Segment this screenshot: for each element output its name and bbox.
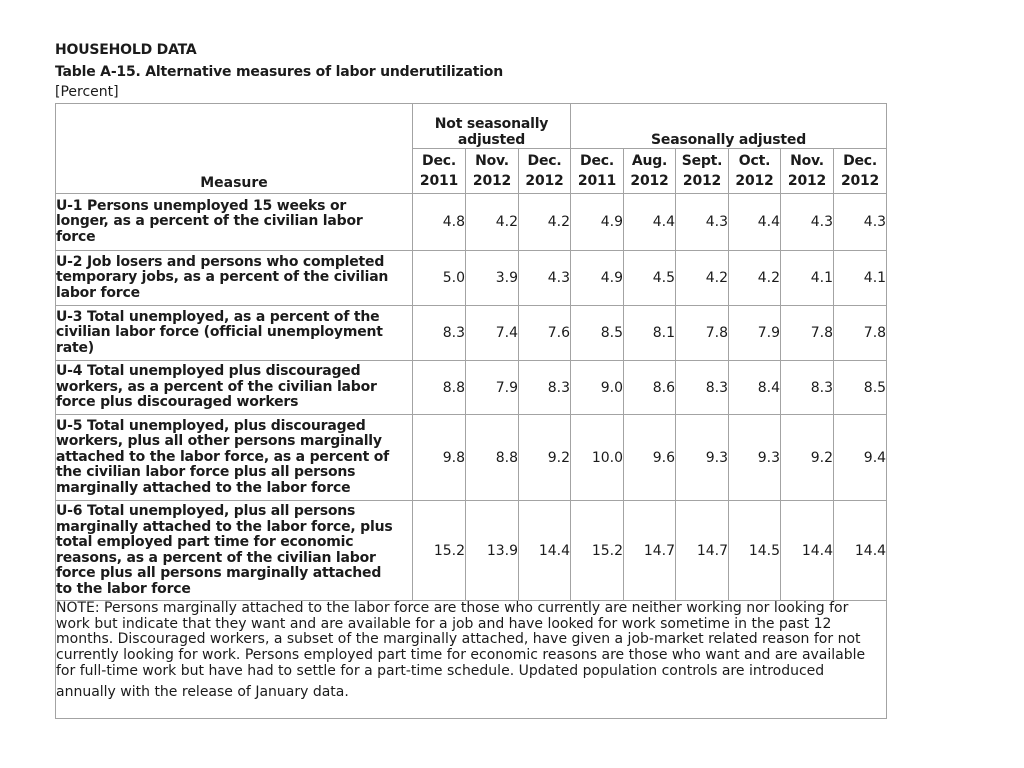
value-cell: 4.3 (834, 194, 887, 251)
value-cell: 3.9 (466, 251, 519, 306)
value-cell: 7.8 (676, 306, 729, 361)
column-header: Dec. 2011 (413, 149, 466, 194)
value-cell: 8.5 (571, 306, 624, 361)
table-row-u1 (56, 194, 887, 251)
value-cell: 14.7 (676, 501, 729, 601)
value-cell: 15.2 (571, 501, 624, 601)
measure-text-line: force plus all persons marginally attached (56, 565, 382, 581)
note-text-line: NOTE: Persons marginally attached to the labor force are those who currently are neither working nor looking for (56, 600, 849, 616)
value-cell: 4.2 (466, 194, 519, 251)
column-header: Dec. 2012 (834, 149, 887, 194)
value-cell: 8.3 (676, 361, 729, 415)
column-header: Dec. 2012 (519, 149, 571, 194)
measure-text-line: rate) (56, 339, 94, 356)
value-cell: 14.4 (834, 501, 887, 601)
measure-label (56, 501, 413, 601)
table-note (56, 601, 887, 719)
measure-text-line: U-2 Job losers and persons who completed (56, 253, 385, 270)
measure-text-line: force plus discouraged workers (56, 394, 299, 411)
measure-column-header: Measure (56, 104, 413, 194)
measure-text-line: civilian labor force (official unemployment (56, 324, 383, 341)
value-cell: 15.2 (413, 501, 466, 601)
measure-label (56, 251, 413, 306)
value-cell: 9.4 (834, 415, 887, 501)
table-row-u5 (56, 415, 887, 501)
note-text-line: annually with the release of January data. (56, 683, 349, 700)
value-cell: 9.3 (676, 415, 729, 501)
value-cell: 9.2 (781, 415, 834, 501)
group-header-not-seasonally-adjusted (413, 104, 571, 149)
group-header-seasonally-adjusted (571, 104, 887, 149)
value-cell: 4.9 (571, 194, 624, 251)
measure-text-line: the civilian labor force plus all persons (56, 464, 356, 481)
value-cell: 14.5 (729, 501, 781, 601)
table-title: Table A-15. Alternative measures of labor underutilization (55, 64, 503, 80)
value-cell: 4.4 (624, 194, 676, 251)
measure-text-line: marginally attached to the labor force, plus (56, 518, 393, 535)
measure-text-line: temporary jobs, as a percent of the civilian (56, 269, 389, 286)
group-header-line: Seasonally adjusted (651, 132, 807, 148)
group-header-line: adjusted (457, 132, 526, 148)
measure-text-line: U-6 Total unemployed, plus all persons (56, 503, 356, 519)
measure-text-line: reasons, as a percent of the civilian labor (56, 549, 376, 566)
measure-text-line: total employed part time for economic (56, 534, 354, 550)
value-cell: 8.3 (519, 361, 571, 415)
measure-text-line: force (56, 228, 96, 245)
value-cell: 8.3 (413, 306, 466, 361)
value-cell: 4.4 (729, 194, 781, 251)
value-cell: 9.2 (519, 415, 571, 501)
value-cell: 4.2 (519, 194, 571, 251)
value-cell: 8.4 (729, 361, 781, 415)
value-cell: 8.8 (466, 415, 519, 501)
group-header-row (56, 104, 887, 149)
value-cell: 8.1 (624, 306, 676, 361)
value-cell: 8.6 (624, 361, 676, 415)
table-row-u4 (56, 361, 887, 415)
measure-label (56, 415, 413, 501)
value-cell: 14.4 (519, 501, 571, 601)
measure-text-line: workers, as a percent of the civilian labor (56, 378, 377, 395)
value-cell: 4.1 (834, 251, 887, 306)
table-row-u3 (56, 306, 887, 361)
value-cell: 4.5 (624, 251, 676, 306)
value-cell: 10.0 (571, 415, 624, 501)
value-cell: 4.3 (781, 194, 834, 251)
value-cell: 9.6 (624, 415, 676, 501)
value-cell: 14.4 (781, 501, 834, 601)
measure-text-line: attached to the labor force, as a percent of (56, 448, 390, 465)
value-cell: 8.3 (781, 361, 834, 415)
measure-text-line: U-4 Total unemployed plus discouraged (56, 363, 361, 380)
value-cell: 7.6 (519, 306, 571, 361)
value-cell: 4.2 (676, 251, 729, 306)
value-cell: 13.9 (466, 501, 519, 601)
measure-label (56, 194, 413, 251)
measure-label (56, 361, 413, 415)
column-header: Dec. 2011 (571, 149, 624, 194)
value-cell: 7.9 (729, 306, 781, 361)
value-cell: 14.7 (624, 501, 676, 601)
section-label: HOUSEHOLD DATA (55, 42, 197, 58)
value-cell: 4.1 (781, 251, 834, 306)
value-cell: 5.0 (413, 251, 466, 306)
column-header: Oct. 2012 (729, 149, 781, 194)
value-cell: 8.5 (834, 361, 887, 415)
value-cell: 7.8 (834, 306, 887, 361)
unit-label: [Percent] (55, 84, 119, 100)
group-header-line: Not seasonally (434, 116, 549, 132)
column-header: Nov. 2012 (466, 149, 519, 194)
value-cell: 4.8 (413, 194, 466, 251)
table-row-u6 (56, 501, 887, 601)
underutilization-table (55, 103, 887, 719)
measure-text-line: U-3 Total unemployed, as a percent of the (56, 308, 380, 325)
value-cell: 4.3 (519, 251, 571, 306)
value-cell: 7.8 (781, 306, 834, 361)
value-cell: 8.8 (413, 361, 466, 415)
note-text-line: currently looking for work. Persons employed part time for economic reasons are those who want and are available (56, 647, 866, 664)
value-cell: 7.4 (466, 306, 519, 361)
note-text-line: months. Discouraged workers, a subset of the marginally attached, have given a job-market related reason for not (56, 631, 861, 648)
measure-label (56, 306, 413, 361)
column-header: Sept. 2012 (676, 149, 729, 194)
value-cell: 7.9 (466, 361, 519, 415)
value-cell: 4.9 (571, 251, 624, 306)
measure-text-line: marginally attached to the labor force (56, 479, 351, 496)
value-cell: 9.8 (413, 415, 466, 501)
note-text-line: work but indicate that they want and are available for a job and have looked for work sometime in the past 12 (56, 615, 832, 632)
table-row-u2 (56, 251, 887, 306)
value-cell: 9.3 (729, 415, 781, 501)
note-text-line: for full-time work but have had to settle for a part-time schedule. Updated population controls are introduced (56, 662, 825, 679)
measure-text-line: longer, as a percent of the civilian labor (56, 213, 363, 230)
value-cell: 9.0 (571, 361, 624, 415)
measure-text-line: U-1 Persons unemployed 15 weeks or (56, 197, 347, 214)
column-header: Nov. 2012 (781, 149, 834, 194)
column-header: Aug. 2012 (624, 149, 676, 194)
measure-text-line: labor force (56, 284, 140, 301)
note-row (56, 601, 887, 719)
value-cell: 4.2 (729, 251, 781, 306)
measure-text-line: workers, plus all other persons marginally (56, 433, 382, 450)
value-cell: 4.3 (676, 194, 729, 251)
measure-text-line: to the labor force (56, 580, 191, 597)
measure-text-line: U-5 Total unemployed, plus discouraged (56, 417, 366, 434)
